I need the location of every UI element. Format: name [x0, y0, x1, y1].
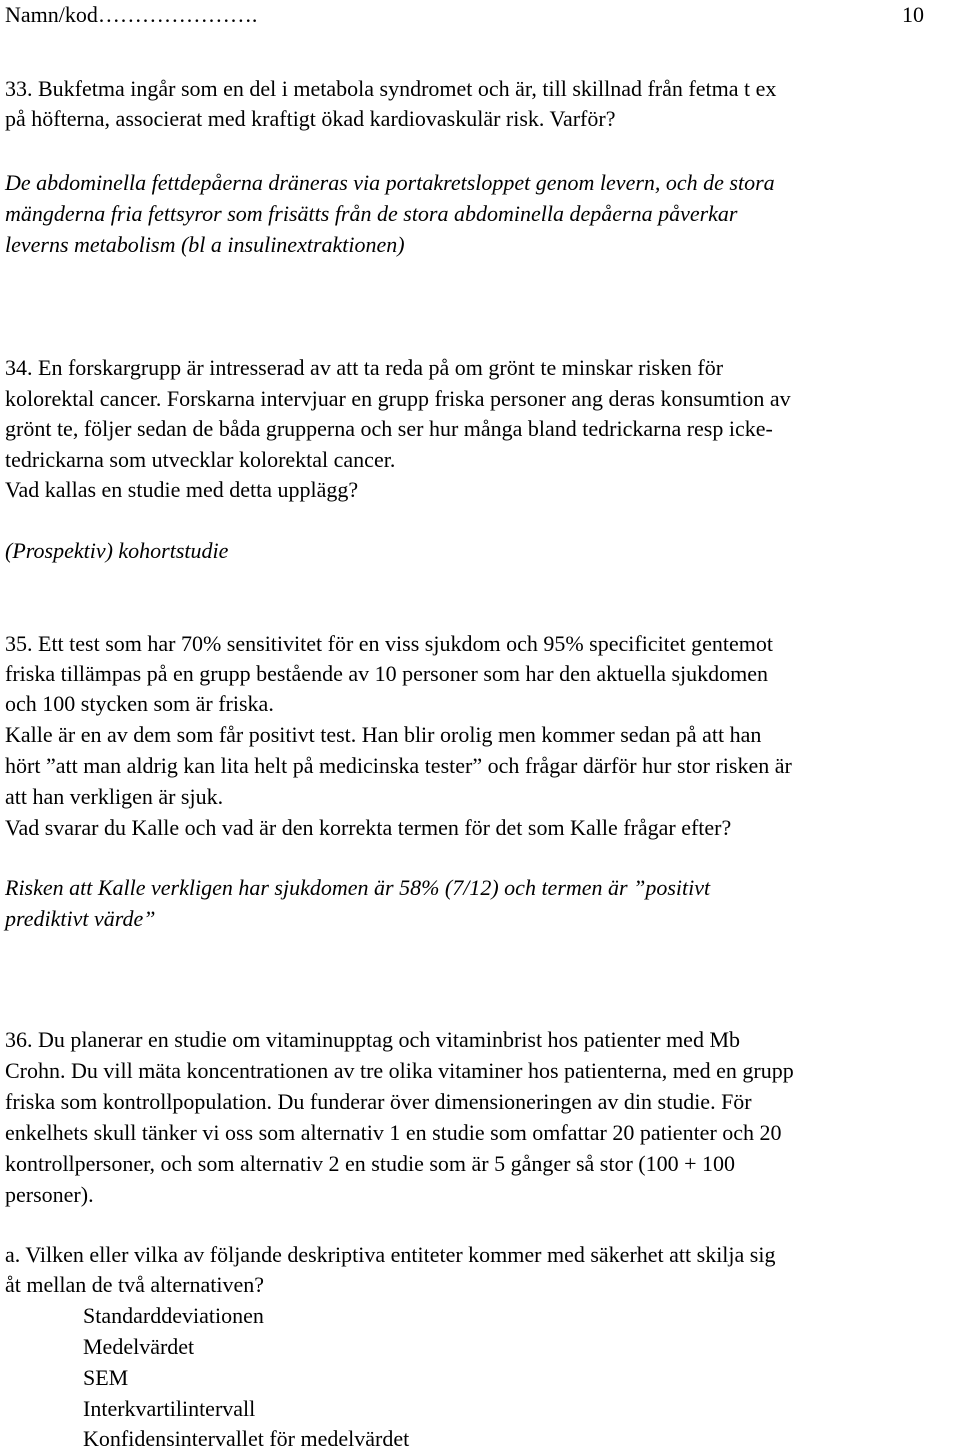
- answer-35-line: Risken att Kalle verkligen har sjukdomen är 58% (7/12) och termen är ”positivt: [5, 875, 711, 900]
- option-item: Standarddeviationen: [83, 1303, 264, 1328]
- question-36a-line: åt mellan de två alternativen?: [5, 1272, 264, 1297]
- question-35-line: friska tillämpas på en grupp bestående av 10 personer som har den aktuella sjukdomen: [5, 661, 769, 686]
- question-35-line: hört ”att man aldrig kan lita helt på medicinska tester” och frågar därför hur stor risken är: [5, 753, 792, 778]
- question-36-line: 36. Du planerar en studie om vitaminupptag och vitaminbrist hos patienter med Mb: [5, 1027, 741, 1052]
- answer-33-line: mängderna fria fettsyror som frisätts från de stora abdominella depåerna påverkar: [5, 201, 738, 226]
- question-34-line: 34. En forskargrupp är intresserad av att ta reda på om grönt te minskar risken för: [5, 355, 724, 380]
- question-33-line: på höfterna, associerat med kraftigt ökad kardiovaskulär risk. Varför?: [5, 106, 616, 131]
- question-36-line: enkelhets skull tänker vi oss som alternativ 1 en studie som omfattar 20 patienter och 20: [5, 1120, 782, 1145]
- option-item: Konfidensintervallet för medelvärdet: [83, 1426, 410, 1451]
- question-36-line: kontrollpersoner, och som alternativ 2 en studie som är 5 gånger så stor (100 + 100: [5, 1151, 736, 1176]
- question-36-line: Crohn. Du vill mäta koncentrationen av tre olika vitaminer hos patienterna, med en grupp: [5, 1058, 794, 1083]
- question-34-line: grönt te, följer sedan de båda grupperna och ser hur många bland tedrickarna resp icke-: [5, 416, 773, 441]
- answer-35-line: prediktivt värde”: [5, 906, 156, 931]
- question-34-line: Vad kallas en studie med detta upplägg?: [5, 477, 359, 502]
- page-number: 10: [902, 2, 924, 27]
- option-item: Interkvartilintervall: [83, 1396, 256, 1421]
- question-33-line: 33. Bukfetma ingår som en del i metabola syndromet och är, till skillnad från fetma t ex: [5, 76, 777, 101]
- question-34-line: kolorektal cancer. Forskarna intervjuar en grupp friska personer ang deras konsumtion av: [5, 386, 791, 411]
- name-code-label: Namn/kod………………….: [5, 2, 258, 27]
- question-36-line: personer).: [5, 1182, 94, 1207]
- question-35-line: Kalle är en av dem som får positivt test. Han blir orolig men kommer sedan på att han: [5, 722, 762, 747]
- question-35-line: att han verkligen är sjuk.: [5, 784, 224, 809]
- answer-34-line: (Prospektiv) kohortstudie: [5, 538, 229, 563]
- question-36-line: friska som kontrollpopulation. Du funderar över dimensioneringen av din studie. För: [5, 1089, 752, 1114]
- option-item: SEM: [83, 1365, 129, 1390]
- question-36a-line: a. Vilken eller vilka av följande deskriptiva entiteter kommer med säkerhet att skilja sig: [5, 1242, 776, 1267]
- answer-33-line: De abdominella fettdepåerna dräneras via portakretsloppet genom levern, och de stora: [5, 170, 775, 195]
- option-item: Medelvärdet: [83, 1334, 195, 1359]
- question-35-line: och 100 stycken som är friska.: [5, 691, 274, 716]
- question-35-line: 35. Ett test som har 70% sensitivitet för en viss sjukdom och 95% specificitet gentemot: [5, 631, 774, 656]
- question-35-line: Vad svarar du Kalle och vad är den korrekta termen för det som Kalle frågar efter?: [5, 815, 732, 840]
- question-34-line: tedrickarna som utvecklar kolorektal cancer.: [5, 447, 396, 472]
- answer-33-line: leverns metabolism (bl a insulinextraktionen): [5, 232, 405, 257]
